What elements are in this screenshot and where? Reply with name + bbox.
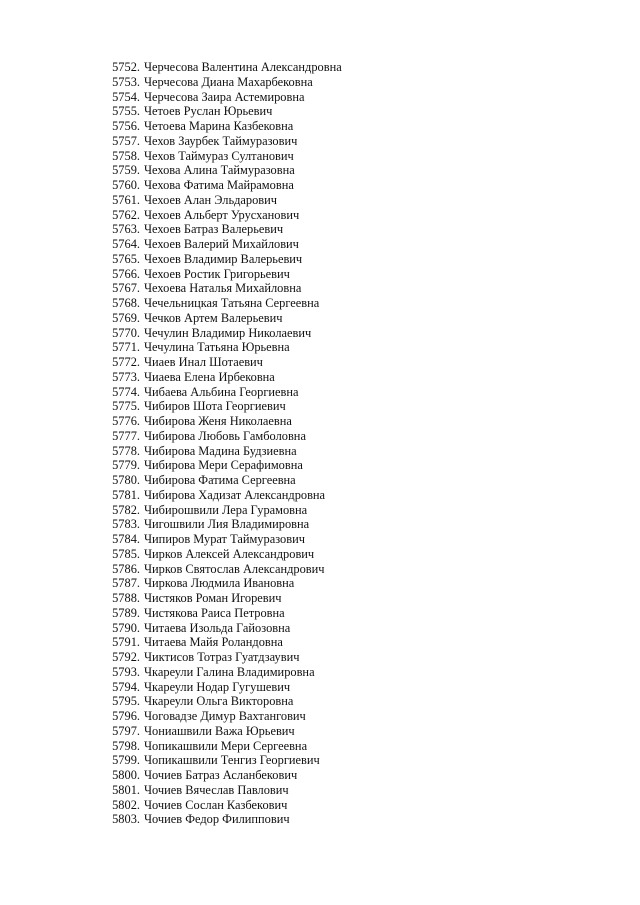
entry-name: Чехова Фатима Майрамовна xyxy=(144,178,294,192)
entry-name: Чехоев Батраз Валерьевич xyxy=(144,222,284,237)
entry-name: Чибирова Мери Серафимовна xyxy=(144,458,303,473)
list-item xyxy=(102,739,342,754)
entry-name: Чечков Артем Валерьевич xyxy=(144,310,283,325)
list-item xyxy=(102,576,342,591)
entry-number: 5770. xyxy=(112,325,140,340)
list-item xyxy=(102,267,342,282)
list-item xyxy=(102,340,342,355)
entry-number: 5769. xyxy=(112,310,140,325)
entry-name: Чечулина Татьяна Юрьевна xyxy=(144,340,290,355)
entry-number: 5755. xyxy=(112,104,140,119)
entry-name: Чехоев Валерий Михайлович xyxy=(144,237,299,251)
entry-name: Чиркова Людмила Ивановна xyxy=(144,576,295,591)
entry-name: Чочиев Вячеслав Павлович xyxy=(144,782,289,797)
entry-name: Четоева Марина Казбековна xyxy=(144,119,294,133)
entry-number: 5782. xyxy=(112,502,140,517)
entry-number: 5774. xyxy=(112,384,140,399)
list-item xyxy=(102,237,342,252)
list-item xyxy=(102,252,342,267)
list-item xyxy=(102,90,342,105)
list-item xyxy=(102,488,342,503)
list-item xyxy=(102,444,342,459)
entry-number: 5765. xyxy=(112,251,140,266)
list-item xyxy=(102,783,342,798)
list-item xyxy=(102,385,342,400)
list-item xyxy=(102,680,342,695)
entry-name: Чопикашвили Тенгиз Георгиевич xyxy=(144,753,320,768)
entry-name: Чибаева Альбина Георгиевна xyxy=(144,384,299,399)
entry-number: 5775. xyxy=(112,399,140,414)
list-item xyxy=(102,650,342,665)
list-item xyxy=(102,753,342,768)
list-item xyxy=(102,370,342,385)
entry-number: 5799. xyxy=(112,753,140,768)
entry-number: 5777. xyxy=(112,428,140,443)
entry-name: Чипиров Мурат Таймуразович xyxy=(144,532,305,546)
list-item xyxy=(102,414,342,429)
entry-name: Чирков Алексей Александрович xyxy=(144,546,315,561)
entry-name: Черчесова Валентина Александровна xyxy=(144,60,342,74)
entry-number: 5771. xyxy=(112,340,140,355)
entry-name: Чониашвили Важа Юрьевич xyxy=(144,723,295,738)
entry-number: 5795. xyxy=(112,694,140,709)
entry-name: Чкареули Нодар Гугушевич xyxy=(144,679,291,694)
name-list xyxy=(102,60,342,827)
list-item xyxy=(102,473,342,488)
entry-number: 5781. xyxy=(112,487,140,502)
entry-name: Чистякова Раиса Петровна xyxy=(144,605,285,620)
entry-name: Чиаев Инал Шотаевич xyxy=(144,355,263,369)
entry-name: Чирков Святослав Александрович xyxy=(144,561,325,576)
list-item xyxy=(102,134,342,149)
entry-name: Чопикашвили Мери Сергеевна xyxy=(144,738,308,753)
entry-name: Чибирова Хадизат Александровна xyxy=(144,487,326,502)
entry-number: 5772. xyxy=(112,355,140,369)
entry-number: 5794. xyxy=(112,679,140,694)
list-item xyxy=(102,178,342,193)
entry-number: 5785. xyxy=(112,546,140,561)
entry-number: 5798. xyxy=(112,738,140,753)
entry-name: Чибирова Фатима Сергеевна xyxy=(144,473,296,487)
entry-name: Читаева Изольда Гайозовна xyxy=(144,620,291,635)
entry-number: 5800. xyxy=(112,768,140,782)
list-item xyxy=(102,606,342,621)
entry-number: 5760. xyxy=(112,178,140,192)
entry-number: 5793. xyxy=(112,664,140,679)
list-item xyxy=(102,709,342,724)
entry-number: 5787. xyxy=(112,576,140,591)
list-item xyxy=(102,798,342,813)
list-item xyxy=(102,60,342,75)
list-item xyxy=(102,591,342,606)
entry-number: 5796. xyxy=(112,709,140,723)
entry-name: Читаева Майя Роландовна xyxy=(144,635,283,650)
list-item xyxy=(102,694,342,709)
entry-name: Чиаева Елена Ирбековна xyxy=(144,369,275,384)
entry-name: Чехоева Наталья Михайловна xyxy=(144,281,302,296)
list-item xyxy=(102,104,342,119)
list-item xyxy=(102,222,342,237)
entry-number: 5791. xyxy=(112,635,140,650)
entry-number: 5752. xyxy=(112,60,140,74)
list-item xyxy=(102,517,342,532)
entry-name: Чкареули Ольга Викторовна xyxy=(144,694,294,709)
entry-number: 5788. xyxy=(112,591,140,605)
list-item xyxy=(102,149,342,164)
entry-name: Чехоев Алан Эльдарович xyxy=(144,192,278,207)
list-item xyxy=(102,311,342,326)
entry-name: Чигошвили Лия Владимировна xyxy=(144,517,310,532)
entry-number: 5758. xyxy=(112,148,140,163)
entry-number: 5761. xyxy=(112,192,140,207)
entry-number: 5801. xyxy=(112,782,140,797)
entry-number: 5802. xyxy=(112,797,140,812)
entry-name: Чибирова Любовь Гамболовна xyxy=(144,428,306,443)
list-item xyxy=(102,768,342,783)
list-item xyxy=(102,547,342,562)
entry-number: 5773. xyxy=(112,369,140,384)
list-item xyxy=(102,532,342,547)
list-item xyxy=(102,812,342,827)
entry-name: Чехоев Альберт Урусханович xyxy=(144,207,300,222)
list-item xyxy=(102,281,342,296)
list-item xyxy=(102,399,342,414)
entry-number: 5768. xyxy=(112,296,140,310)
entry-number: 5797. xyxy=(112,723,140,738)
entry-name: Чиктисов Тотраз Гуатдзаувич xyxy=(144,650,300,664)
entry-name: Чочиев Сослан Казбекович xyxy=(144,797,288,812)
entry-name: Чехов Заурбек Таймуразович xyxy=(144,133,298,148)
entry-name: Четоев Руслан Юрьевич xyxy=(144,104,273,119)
entry-number: 5757. xyxy=(112,133,140,148)
entry-number: 5754. xyxy=(112,89,140,104)
list-item xyxy=(102,119,342,134)
list-item xyxy=(102,296,342,311)
list-item xyxy=(102,635,342,650)
entry-name: Чечулин Владимир Николаевич xyxy=(144,325,312,340)
entry-name: Чкареули Галина Владимировна xyxy=(144,664,315,679)
entry-number: 5784. xyxy=(112,532,140,546)
list-item xyxy=(102,429,342,444)
list-item xyxy=(102,163,342,178)
entry-name: Чибиров Шота Георгиевич xyxy=(144,399,286,414)
entry-number: 5753. xyxy=(112,74,140,89)
entry-name: Чехова Алина Таймуразовна xyxy=(144,163,295,178)
entry-name: Чоговадзе Димур Вахтангович xyxy=(144,709,306,723)
entry-number: 5779. xyxy=(112,458,140,473)
entry-name: Чочиев Батраз Асланбекович xyxy=(144,768,298,782)
list-item xyxy=(102,458,342,473)
entry-name: Чочиев Федор Филиппович xyxy=(144,812,290,827)
entry-number: 5756. xyxy=(112,119,140,133)
list-item xyxy=(102,208,342,223)
entry-name: Черчесова Заира Астемировна xyxy=(144,89,305,104)
entry-name: Чистяков Роман Игоревич xyxy=(144,591,282,605)
entry-name: Чехов Таймураз Султанович xyxy=(144,148,294,163)
list-item xyxy=(102,193,342,208)
entry-number: 5762. xyxy=(112,207,140,222)
entry-number: 5783. xyxy=(112,517,140,532)
entry-name: Чехоев Владимир Валерьевич xyxy=(144,251,303,266)
list-item xyxy=(102,355,342,370)
list-item xyxy=(102,75,342,90)
entry-number: 5790. xyxy=(112,620,140,635)
list-item xyxy=(102,326,342,341)
list-item xyxy=(102,562,342,577)
entry-name: Чибирова Мадина Будзиевна xyxy=(144,443,297,458)
entry-number: 5766. xyxy=(112,266,140,281)
entry-number: 5780. xyxy=(112,473,140,487)
entry-name: Черчесова Диана Махарбековна xyxy=(144,74,313,89)
entry-number: 5759. xyxy=(112,163,140,178)
entry-number: 5767. xyxy=(112,281,140,296)
entry-number: 5776. xyxy=(112,414,140,428)
list-item xyxy=(102,724,342,739)
entry-number: 5786. xyxy=(112,561,140,576)
entry-name: Чечельницкая Татьяна Сергеевна xyxy=(144,296,320,310)
list-item xyxy=(102,621,342,636)
entry-number: 5792. xyxy=(112,650,140,664)
entry-name: Чибирошвили Лера Гурамовна xyxy=(144,502,308,517)
entry-number: 5778. xyxy=(112,443,140,458)
entry-number: 5789. xyxy=(112,605,140,620)
list-item xyxy=(102,665,342,680)
entry-number: 5763. xyxy=(112,222,140,237)
list-item xyxy=(102,503,342,518)
entry-number: 5764. xyxy=(112,237,140,251)
entry-name: Чехоев Ростик Григорьевич xyxy=(144,266,290,281)
entry-number: 5803. xyxy=(112,812,140,827)
entry-name: Чибирова Женя Николаевна xyxy=(144,414,292,428)
